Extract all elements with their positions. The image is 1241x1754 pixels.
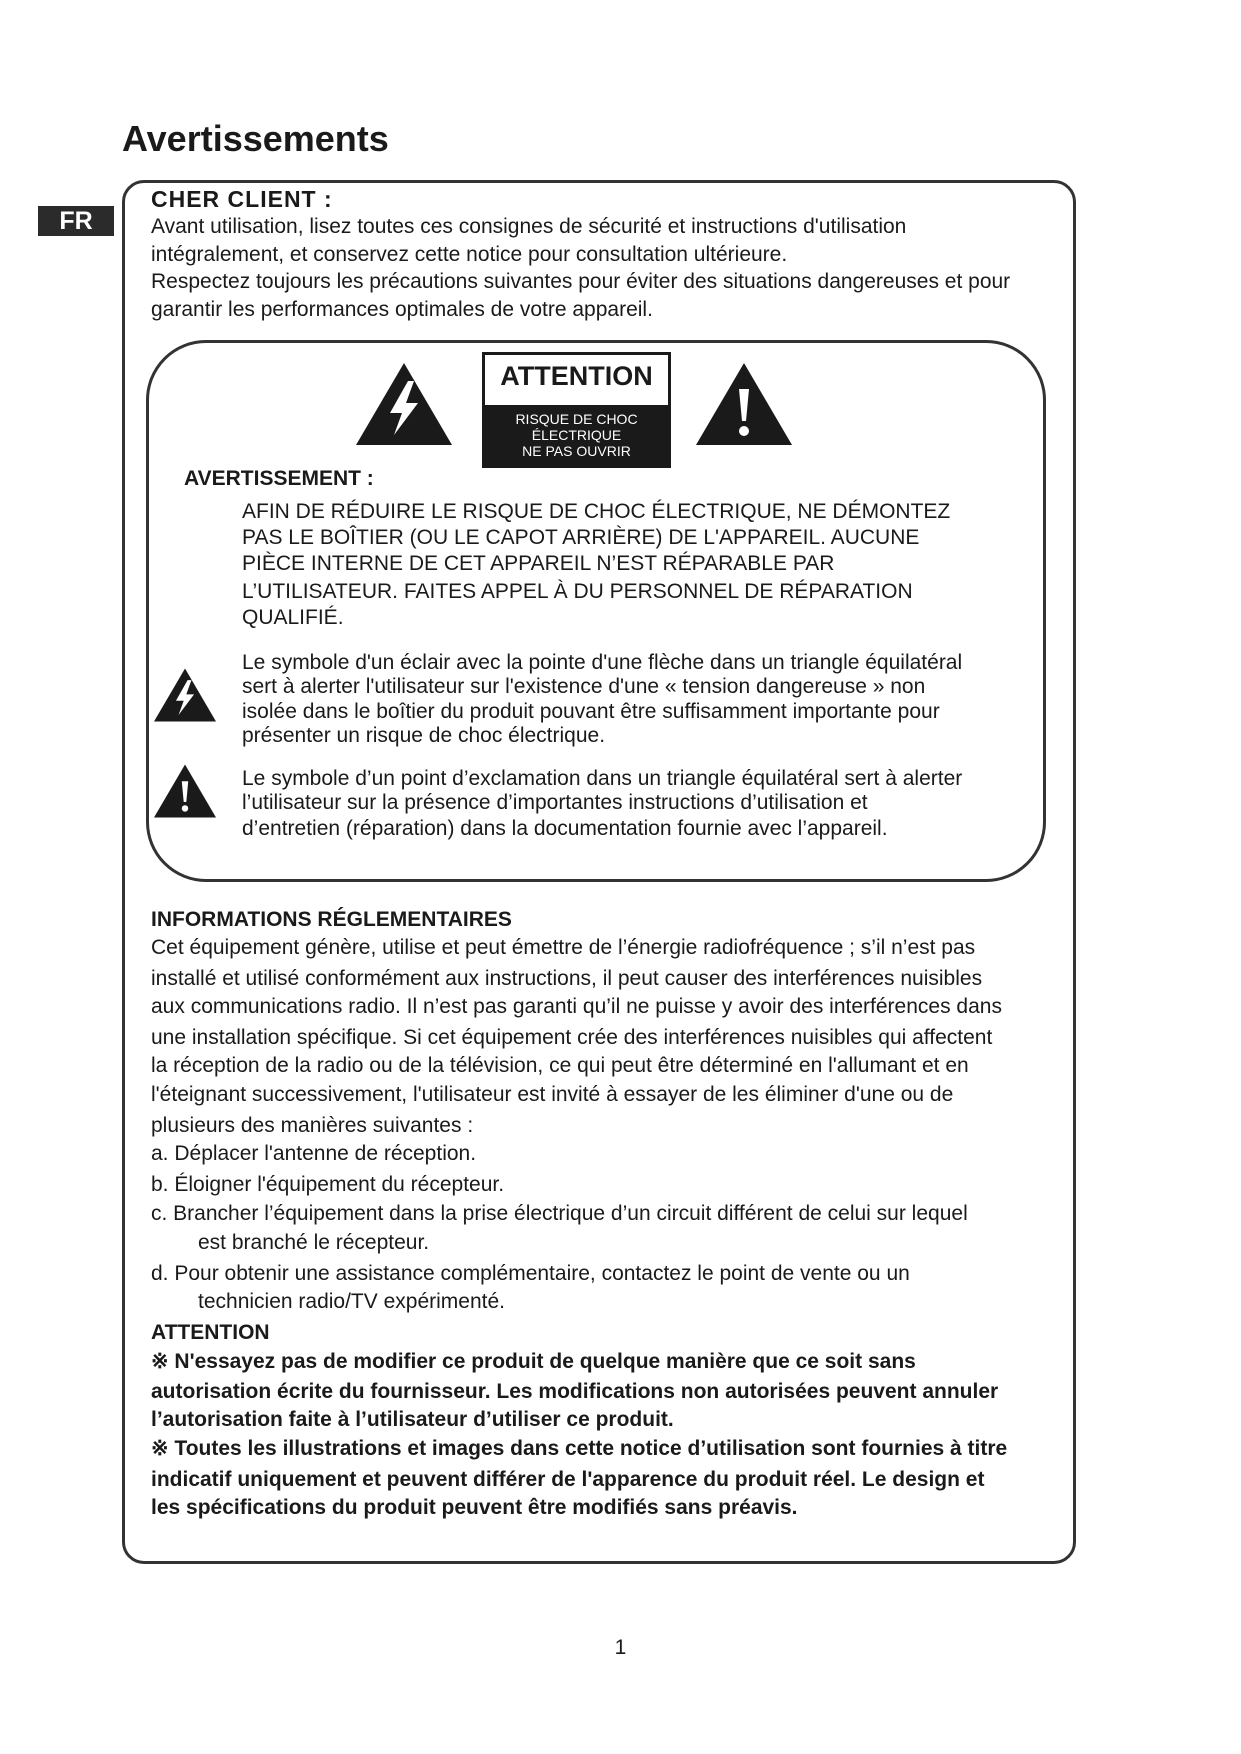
regulatory-item: c. Brancher l’équipement dans la prise électrique d’un circuit différent de celui sur lequel: [151, 1202, 968, 1225]
attention-label-title: ATTENTION: [500, 361, 653, 391]
regulatory-line: aux communications radio. Il n’est pas garanti qu’il ne puisse y avoir des interférences dans: [151, 995, 1002, 1018]
regulatory-item: d. Pour obtenir une assistance complémentaire, contactez le point de vente ou un: [151, 1262, 910, 1285]
regulatory-line: une installation spécifique. Si cet équipement crée des interférences nuisibles qui affectent: [151, 1026, 993, 1049]
exclamation-triangle-icon: [696, 363, 792, 445]
regulatory-item: technicien radio/TV expérimenté.: [198, 1290, 505, 1313]
language-tab: FR: [38, 206, 114, 236]
dear-customer-heading: CHER CLIENT :: [151, 186, 333, 212]
exclamation-description-line: d’entretien (réparation) dans la documentation fournie avec l’appareil.: [242, 817, 888, 840]
warning-heading: AVERTISSEMENT :: [184, 467, 374, 490]
exclamation-triangle-icon: [154, 764, 216, 818]
exclamation-description-line: l’utilisateur sur la présence d’importantes instructions d’utilisation et: [242, 791, 868, 814]
warning-line: L’UTILISATEUR. FAITES APPEL À DU PERSONNEL DE RÉPARATION: [242, 580, 913, 603]
exclamation-description-line: Le symbole d’un point d’exclamation dans un triangle équilatéral sert à alerter: [242, 767, 963, 790]
regulatory-line: installé et utilisé conformément aux instructions, il peut causer des interférences nuisibles: [151, 967, 983, 990]
regulatory-heading: INFORMATIONS RÉGLEMENTAIRES: [151, 908, 512, 931]
lightning-triangle-icon: [154, 668, 216, 722]
regulatory-line: Cet équipement génère, utilise et peut émettre de l’énergie radiofréquence ; s’il n’est pas: [151, 936, 976, 959]
regulatory-line: plusieurs des manières suivantes :: [151, 1114, 474, 1137]
lightning-triangle-icon: [356, 363, 452, 445]
lightning-description-line: isolée dans le boîtier du produit pouvant être suffisamment importante pour: [242, 700, 940, 723]
page-number: 1: [614, 1636, 627, 1659]
attention-label-sub: [485, 405, 668, 465]
attention-note-line: l’autorisation faite à l’utilisateur d’utiliser ce produit.: [151, 1408, 674, 1431]
attention-note-line: les spécifications du produit peuvent être modifiés sans préavis.: [151, 1496, 798, 1519]
dear-customer-line: Respectez toujours les précautions suivantes pour éviter des situations dangereuses et pour: [151, 270, 1011, 293]
warning-line: QUALIFIÉ.: [242, 606, 344, 629]
regulatory-line: l'éteignant successivement, l'utilisateur est invité à essayer de les éliminer d'une ou de: [151, 1083, 954, 1106]
attention-label: [482, 352, 671, 468]
attention-label-line: NE PAS OUVRIR: [522, 443, 631, 459]
lightning-description-line: sert à alerter l'utilisateur sur l'existence d'une « tension dangereuse » non: [242, 675, 926, 698]
dear-customer-line: garantir les performances optimales de votre appareil.: [151, 298, 653, 321]
dear-customer-line: Avant utilisation, lisez toutes ces consignes de sécurité et instructions d'utilisation: [151, 215, 907, 238]
warning-line: PIÈCE INTERNE DE CET APPAREIL N’EST RÉPARABLE PAR: [242, 552, 835, 575]
warning-line: PAS LE BOÎTIER (OU LE CAPOT ARRIÈRE) DE L'APPAREIL. AUCUNE: [242, 526, 920, 549]
attention-notes-heading: ATTENTION: [151, 1321, 270, 1344]
regulatory-item: b. Éloigner l'équipement du récepteur.: [151, 1173, 505, 1196]
dear-customer-line: intégralement, et conservez cette notice pour consultation ultérieure.: [151, 243, 788, 266]
attention-label-line: RISQUE DE CHOC: [515, 411, 638, 427]
lightning-description-line: Le symbole d'un éclair avec la pointe d'une flèche dans un triangle équilatéral: [242, 651, 963, 674]
attention-note-line: ※ Toutes les illustrations et images dans cette notice d’utilisation sont fournies à titre: [151, 1437, 1008, 1460]
lightning-description-line: présenter un risque de choc électrique.: [242, 724, 606, 747]
attention-note-line: indicatif uniquement et peuvent différer de l'apparence du produit réel. Le design et: [151, 1468, 985, 1491]
regulatory-line: la réception de la radio ou de la télévision, ce qui peut être déterminé en l'allumant et en: [151, 1054, 969, 1077]
attention-label-line: ÉLECTRIQUE: [531, 427, 622, 443]
attention-note-line: ※ N'essayez pas de modifier ce produit de quelque manière que ce soit sans: [151, 1350, 916, 1373]
attention-note-line: autorisation écrite du fournisseur. Les modifications non autorisées peuvent annuler: [151, 1380, 999, 1403]
warning-line: AFIN DE RÉDUIRE LE RISQUE DE CHOC ÉLECTRIQUE, NE DÉMONTEZ: [242, 500, 951, 523]
page-title: Avertissements: [122, 118, 389, 159]
regulatory-item: a. Déplacer l'antenne de réception.: [151, 1142, 477, 1165]
regulatory-item: est branché le récepteur.: [198, 1231, 430, 1254]
